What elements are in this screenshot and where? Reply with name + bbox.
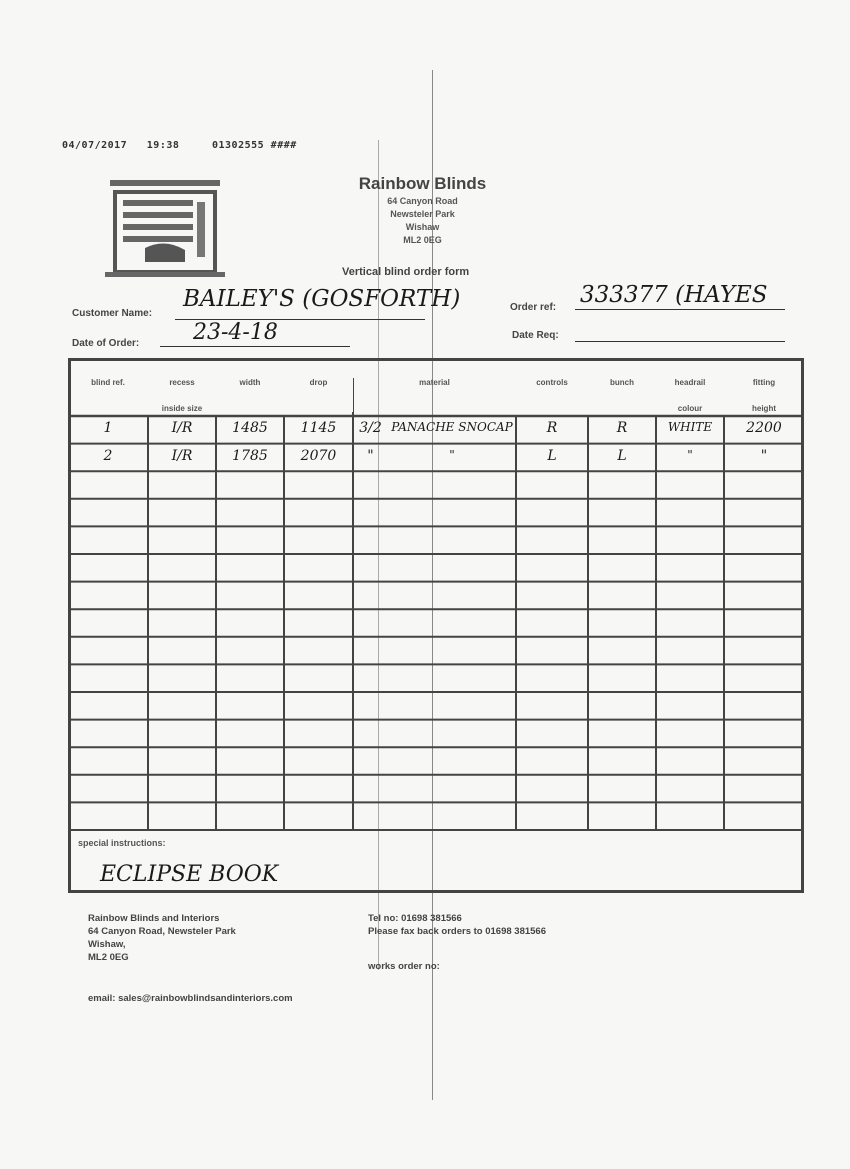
table-cell: 2070	[300, 447, 337, 464]
table-cell: 1	[103, 420, 113, 436]
fax-date: 04/07/2017	[62, 140, 128, 151]
date-req-line	[575, 340, 785, 342]
table-cell: "	[449, 447, 455, 462]
table-cell: "	[687, 447, 693, 462]
date-of-order-value: 23-4-18	[193, 320, 278, 345]
footer-contact	[368, 912, 546, 938]
date-of-order-label: Date of Order:	[72, 338, 140, 349]
table-header-cell: width	[239, 378, 261, 387]
table-cell: 1145	[300, 420, 337, 436]
order-ref-value: 333377 (HAYES	[580, 282, 768, 308]
table-cell: 3/2	[359, 420, 382, 436]
special-instructions-label: special instructions:	[78, 838, 166, 848]
footer-email: email: sales@rainbowblindsandinteriors.com	[88, 993, 293, 1004]
table-header-subcell: inside size	[161, 404, 203, 413]
company-name: Rainbow Blinds	[358, 174, 487, 193]
order-ref-label: Order ref:	[510, 302, 557, 313]
table-grid	[68, 358, 804, 893]
form-title: Vertical blind order form	[342, 266, 470, 278]
table-header-cell: drop	[309, 378, 328, 387]
date-req-label: Date Req:	[512, 330, 559, 341]
footer-company-line: ML2 0EG	[88, 952, 129, 963]
special-instructions-value: ECLIPSE BOOK	[100, 862, 279, 887]
table-header-cell: recess	[169, 378, 195, 387]
address-line: Newsteler Park	[390, 209, 455, 219]
works-order-label: works order no:	[368, 961, 440, 972]
company-logo	[105, 180, 225, 280]
table-header-cell: bunch	[610, 378, 634, 387]
footer-company-line: 64 Canyon Road, Newsteler Park	[88, 926, 236, 937]
table-header-cell: fitting	[752, 378, 776, 387]
address-line: Wishaw	[405, 222, 440, 232]
order-ref-line	[575, 308, 785, 310]
table-header-cell: headrail	[674, 378, 706, 387]
table-cell: R	[546, 420, 558, 436]
fax-number: 01302555 ####	[212, 140, 297, 151]
table-header-cell: blind ref.	[91, 378, 125, 387]
fax-time: 19:38	[146, 140, 180, 151]
table-cell: R	[616, 420, 628, 436]
footer-company-line: Rainbow Blinds and Interiors	[88, 913, 220, 924]
table-cell: 2200	[746, 420, 782, 436]
table-cell: I/R	[171, 447, 193, 464]
customer-name-label: Customer Name:	[72, 308, 153, 319]
footer-tel: Tel no: 01698 381566	[368, 913, 462, 924]
footer-company	[88, 912, 236, 964]
table-cell: PANACHE SNOCAP	[391, 420, 513, 434]
table-cell: L	[617, 447, 627, 464]
order-table	[68, 358, 804, 893]
fax-header	[62, 140, 297, 151]
table-cell: "	[367, 447, 374, 464]
date-of-order-line	[160, 345, 350, 347]
address-line: 64 Canyon Road	[387, 196, 458, 206]
footer-fax-note: Please fax back orders to 01698 381566	[368, 926, 546, 937]
company-address	[345, 195, 500, 247]
address-line: ML2 0EG	[403, 235, 442, 245]
table-cell: WHITE	[667, 420, 713, 434]
table-cell: I/R	[171, 420, 193, 436]
table-cell: 2	[103, 447, 113, 464]
table-header-cell: material	[419, 378, 450, 387]
table-header-subcell: height	[752, 404, 776, 413]
table-cell: "	[760, 447, 768, 464]
customer-name-value: BAILEY'S (GOSFORTH)	[183, 286, 461, 312]
table-header-cell: controls	[536, 378, 568, 387]
table-cell: 1785	[232, 447, 268, 464]
footer-company-line: Wishaw,	[88, 939, 126, 950]
table-header-subcell: colour	[677, 404, 703, 413]
table-cell: 1485	[232, 420, 268, 436]
table-cell: L	[547, 447, 557, 464]
table-border	[70, 360, 803, 892]
